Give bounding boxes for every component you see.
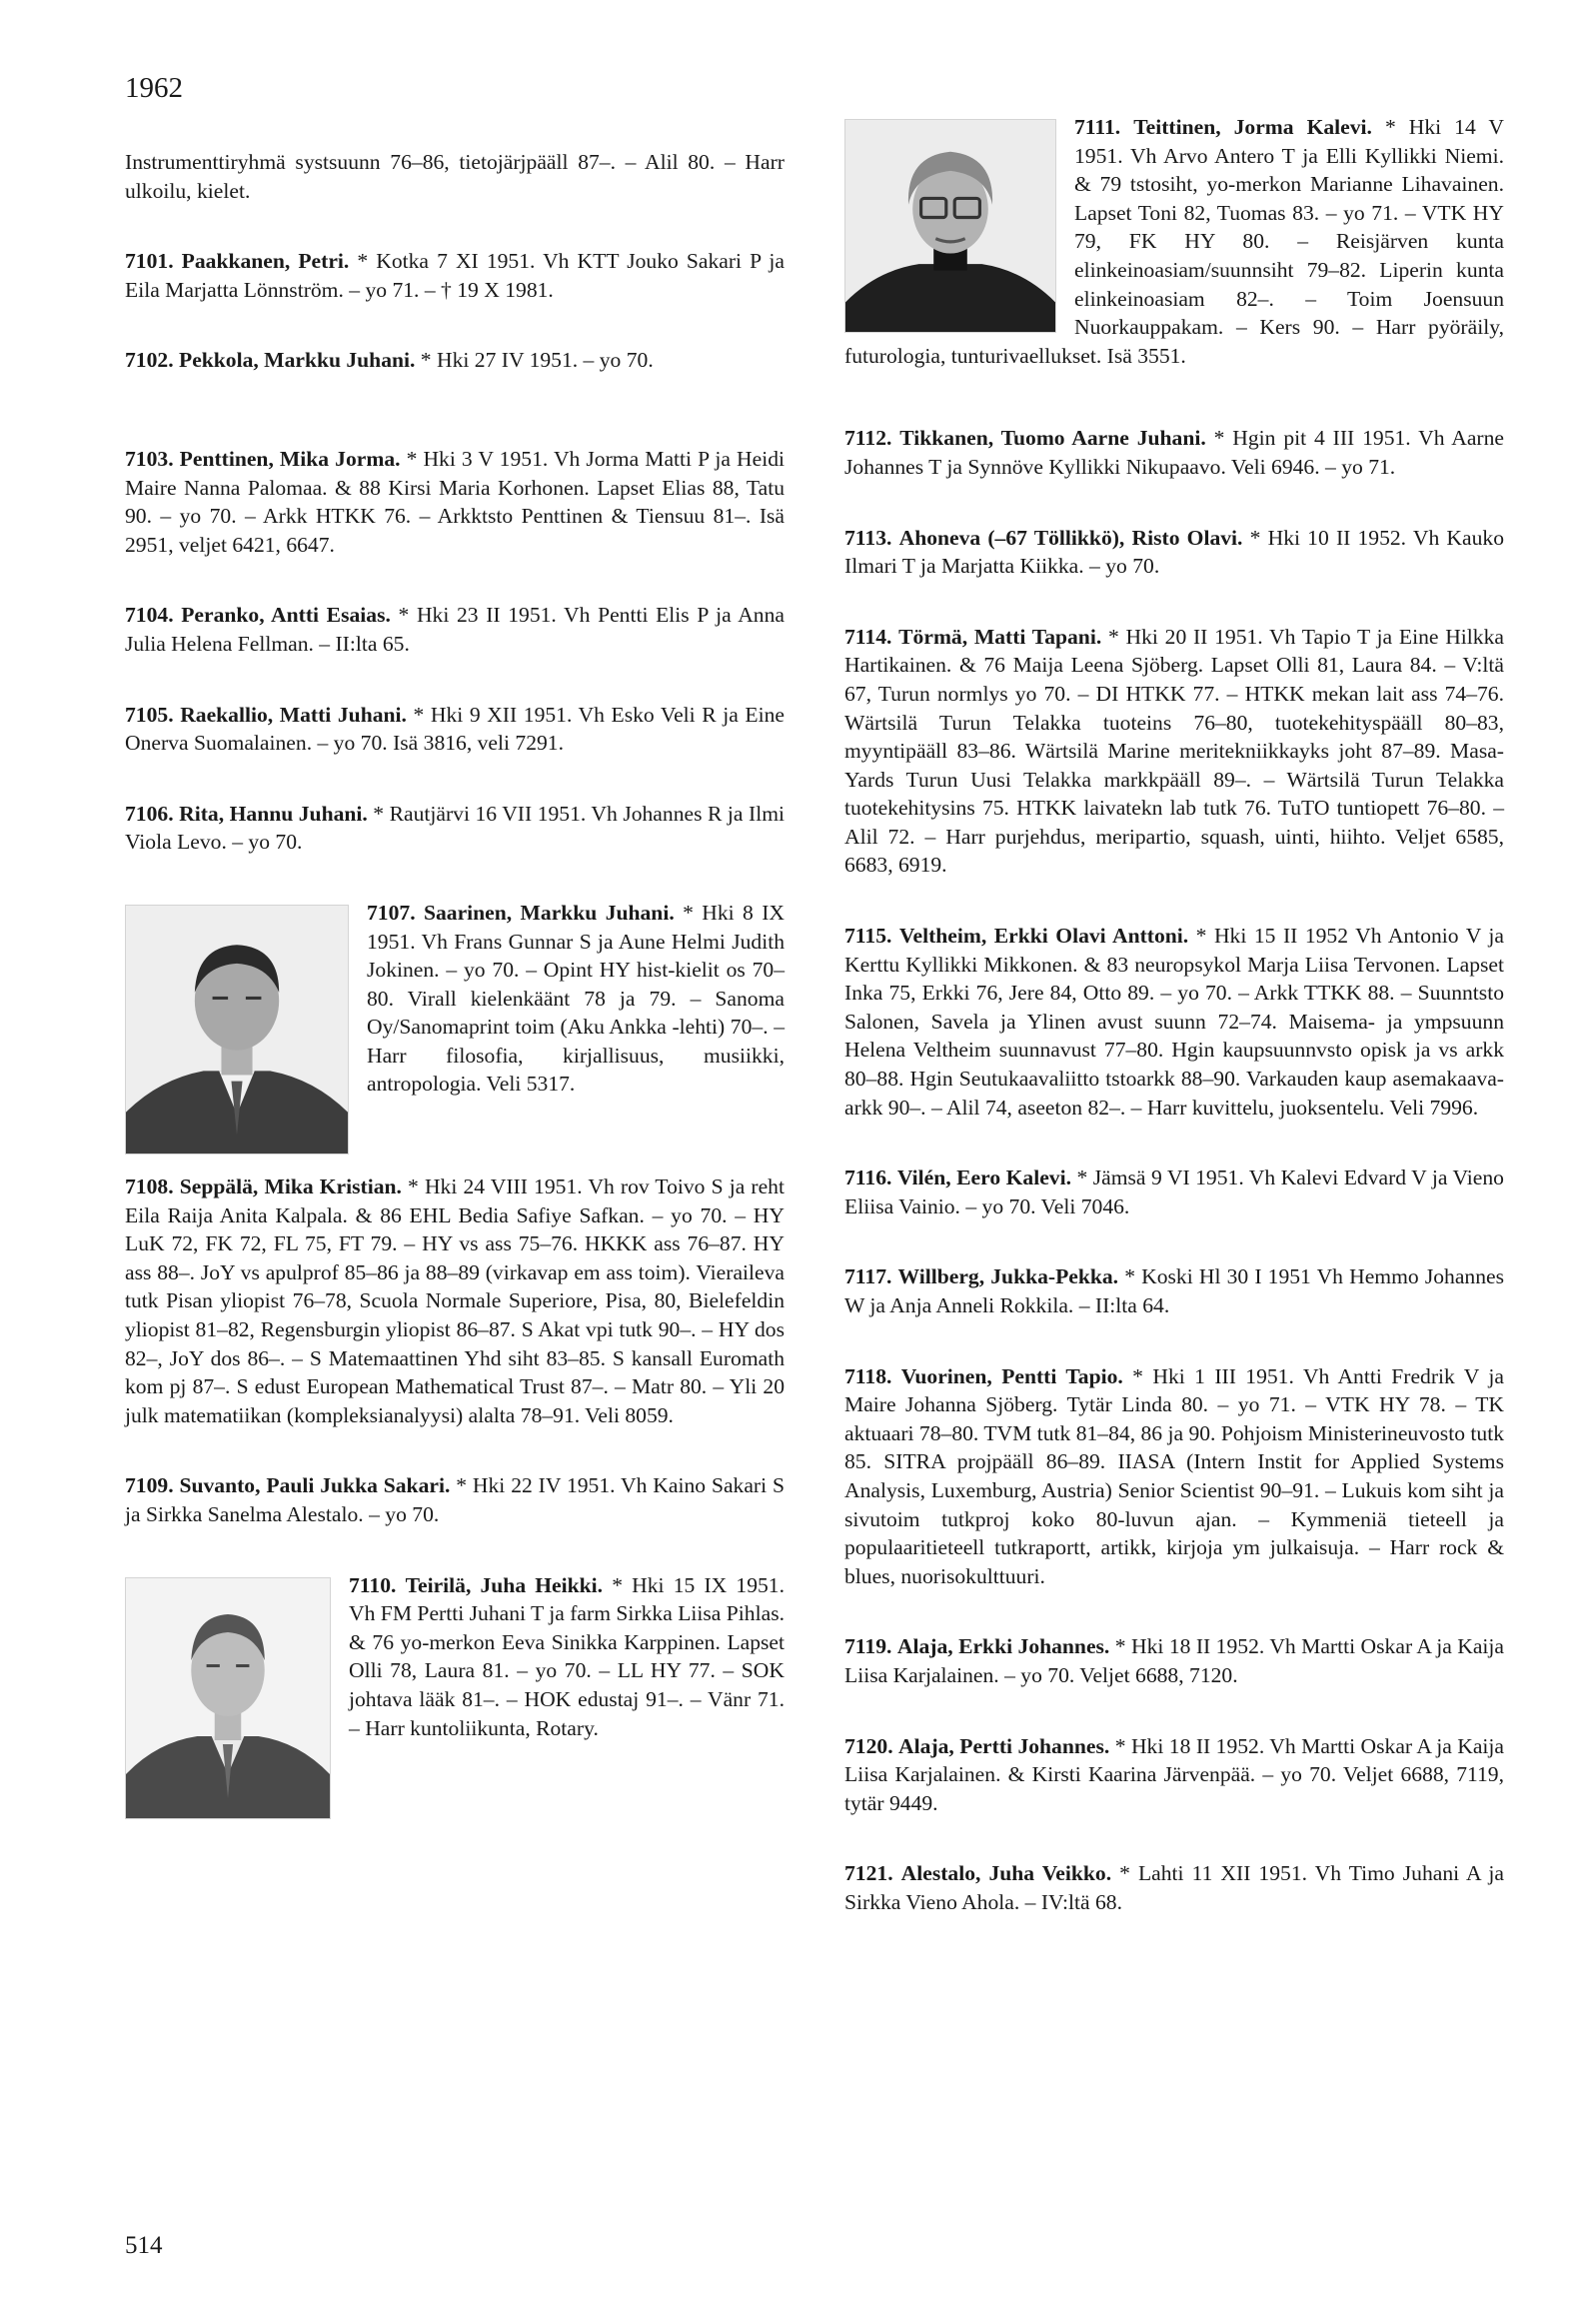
entry-7104 <box>125 601 785 658</box>
continued-entry-fragment: Instrumenttiryhmä systsuunn 76–86, tietojärjpääll 87–. – Alil 80. – Harr ulkoilu, kielet. <box>125 150 785 203</box>
entry-7118 <box>844 1362 1504 1591</box>
entry-7112 <box>844 424 1504 481</box>
entry-text: * Hki 8 IX 1951. Vh Frans Gunnar S ja Aune Helmi Judith Jokinen. – yo 70. – Opint HY hist-kielit os 70–80. Virall kielenkäänt 78 ja 79. – Sanoma Oy/Sanomaprint toim (Aku Ankka -lehti) 70–. – Harr filosofia, kirjallisuus, musiikki, antropologia. Veli 5317. <box>367 900 785 1097</box>
entry-name: Rita, Hannu Juhani. <box>179 801 368 826</box>
entry-name: Alaja, Erkki Johannes. <box>896 1634 1110 1659</box>
entry-name: Vilén, Eero Kalevi. <box>896 1165 1071 1190</box>
entry-name: Seppälä, Mika Kristian. <box>179 1174 402 1199</box>
entry-7107 <box>125 899 785 1099</box>
entry-text: * Kotka 7 XI 1951. Vh KTT Jouko Sakari P ja Eila Marjatta Lönnström. – yo 71. – † 19 X 1981. <box>125 249 785 302</box>
entry-number: 7109. <box>125 1473 174 1498</box>
portrait-photo-7110 <box>125 1577 331 1819</box>
entry-text: * Hki 15 II 1952 Vh Antonio V ja Kerttu Kyllikki Mikkonen. & 83 neuropsykol Marja Liisa Tervonen. Lapset Inka 75, Erkki 76, Jere 84, Otto 89. – yo 70. – Arkk TTKK 88. – Suunntsto Salonen, Savela ja Ylinen avust suunn 72–74. Maisema- ja ympsuunn Helena Veltheim suunnavust 77–80. Hgin kaupsuunnvsto opisk ja vs arkk 80–88. Hgin Seutukaavaliitto tstoarkk 88–90. Varkauden kaup asemakaava-arkk 90–. – Alil 74, aseeton 82–. – Harr kuvittelu, juoksentelu. Veli 7996. <box>844 924 1504 1120</box>
entry-name: Raekallio, Matti Juhani. <box>180 702 407 727</box>
entry-name: Alaja, Pertti Johannes. <box>898 1733 1110 1758</box>
entry-7115 <box>844 922 1504 1122</box>
entry-number: 7108. <box>125 1174 174 1199</box>
entry-name: Alestalo, Juha Veikko. <box>900 1861 1112 1886</box>
entry-7111 <box>844 105 1504 370</box>
entry-number: 7121. <box>844 1861 893 1886</box>
page-year-header: 1962 <box>125 72 183 104</box>
entry-number: 7105. <box>125 702 174 727</box>
portrait-image <box>126 1578 330 1818</box>
entry-7102 <box>125 346 785 375</box>
entry-name: Veltheim, Erkki Olavi Anttoni. <box>898 924 1189 949</box>
entry-name: Paakkanen, Petri. <box>181 249 350 274</box>
portrait-image <box>845 120 1055 332</box>
entry-7117 <box>844 1262 1504 1319</box>
entry-name: Penttinen, Mika Jorma. <box>179 446 401 471</box>
entry-7101 <box>125 247 785 304</box>
entry-text: * Jämsä 9 VI 1951. Vh Kalevi Edvard V ja Vieno Eliisa Vainio. – yo 70. Veli 7046. <box>844 1165 1504 1218</box>
entry-text: * Hki 15 IX 1951. Vh FM Pertti Juhani T ja farm Sirkka Liisa Pihlas. & 76 yo-merkon Eeva Sinikka Karppinen. Lapset Olli 78, Laura 81. – yo 70. – LL HY 77. – SOK johtava lääk 81–. – HOK edustaj 91–. – Vänr 71. – Harr kuntoliikunta, Rotary. <box>349 1572 785 1740</box>
entry-7121 <box>844 1859 1504 1916</box>
entry-text: * Lahti 11 XII 1951. Vh Timo Juhani A ja Sirkka Vieno Ahola. – IV:ltä 68. <box>844 1861 1504 1914</box>
portrait-photo-7107 <box>125 905 349 1155</box>
entry-name: Peranko, Antti Esaias. <box>181 603 391 628</box>
entry-number: 7111. <box>1074 115 1121 139</box>
entry-number: 7102. <box>125 348 174 373</box>
entry-number: 7120. <box>844 1733 893 1758</box>
left-column <box>125 148 785 1823</box>
entry-text: * Hki 3 V 1951. Vh Jorma Matti P ja Heidi Maire Nanna Palomaa. & 88 Kirsi Maria Korhonen. Lapset Elias 88, Tatu 90. – yo 70. – Arkk HTKK 76. – Arkktsto Penttinen & Tiensuu 81–. Isä 2951, veljet 6421, 6647. <box>125 446 785 557</box>
entry-name: Törmä, Matti Tapani. <box>898 624 1102 649</box>
entry-7109 <box>125 1471 785 1528</box>
entry-number: 7112. <box>844 426 892 451</box>
entry-7108 <box>125 1172 785 1429</box>
entry-text: * Hki 23 II 1951. Vh Pentti Elis P ja Anna Julia Helena Fellman. – II:lta 65. <box>125 603 785 656</box>
portrait-photo-7111 <box>844 119 1056 333</box>
entry-number: 7119. <box>844 1634 892 1659</box>
entry-number: 7117. <box>844 1264 892 1289</box>
entry-7105 <box>125 701 785 758</box>
entry-text: * Koski Hl 30 I 1951 Vh Hemmo Johannes W ja Anja Anneli Rokkila. – II:lta 64. <box>844 1264 1504 1317</box>
entry-7116 <box>844 1163 1504 1220</box>
entry-7106 <box>125 800 785 857</box>
entry-name: Teirilä, Juha Heikki. <box>405 1572 604 1597</box>
entry-number: 7106. <box>125 801 174 826</box>
entry-text: * Hki 22 IV 1951. Vh Kaino Sakari S ja Sirkka Sanelma Alestalo. – yo 70. <box>125 1473 786 1526</box>
entry-number: 7115. <box>844 924 892 949</box>
entry-text: * Hki 24 VIII 1951. Vh rov Toivo S ja reht Eila Raija Anita Kalpala. & 86 EHL Bedia Safiye Safkan. – yo 70. – HY LuK 72, FK 72, FL 75, FT 79. – HY vs ass 75–76. HKKK ass 76–87. HY ass 88–. JoY vs apulprof 85–86 ja 88–89 (virkavap em ass toim). Vieraileva tutk Pisan yliopist 76–78, Scuola Normale Superiore, Pisa, 80, Bielefeldin yliopist 81–82, Regensburgin yliopist 86–87. S Akat vpi tutk 90–. – HY dos 82–, JoY dos 86–. – S Matemaattinen Yhd siht 83–85. S kansall Euromath kom pj 87–. S edust European Mathematical Trust 87–. – Matr 80. – Yli 20 julk matematiikan (kompleksianalyysi) alalta 78–91. Veli 8059. <box>125 1174 785 1427</box>
entry-name: Tikkanen, Tuomo Aarne Juhani. <box>899 426 1206 451</box>
entry-text: * Hgin pit 4 III 1951. Vh Aarne Johannes T ja Synnöve Kyllikki Nikupaavo. Veli 6946. – yo 71. <box>844 426 1505 479</box>
entry-number: 7110. <box>349 1572 397 1597</box>
entry-name: Suvanto, Pauli Jukka Sakari. <box>179 1473 451 1498</box>
entry-number: 7104. <box>125 603 174 628</box>
entry-number: 7114. <box>844 624 892 649</box>
entry-text: * Hki 14 V 1951. Vh Arvo Antero T ja Elli Kyllikki Niemi. & 79 tstosiht, yo-merkon Marianne Lihavainen. Lapset Toni 82, Tuomas 83. – yo 71. – VTK HY 79, FK HY 80. – Reisjärven kunta elinkeinoasiam/suunnsiht 79–82. Liperin kunta elinkeinoasiam 82–. – Toim Joensuun Nuorkauppakam. – Kers 90. – Harr pyöräily, futurologia, tunturivaellukset. Isä 3551. <box>844 115 1504 368</box>
portrait-image <box>126 906 348 1154</box>
entry-7120 <box>844 1732 1504 1818</box>
entry-text: * Hki 18 II 1952. Vh Martti Oskar A ja Kaija Liisa Karjalainen. – yo 70. Veljet 6688, 7120. <box>844 1634 1505 1687</box>
entry-number: 7103. <box>125 446 174 471</box>
entry-name: Pekkola, Markku Juhani. <box>179 348 416 373</box>
entry-7114 <box>844 623 1504 880</box>
entry-text: * Hki 9 XII 1951. Vh Esko Veli R ja Eine Onerva Suomalainen. – yo 70. Isä 3816, veli 7291. <box>125 702 785 756</box>
entry-number: 7113. <box>844 525 892 550</box>
entry-name: Willberg, Jukka-Pekka. <box>897 1264 1119 1289</box>
entry-text: * Hki 27 IV 1951. – yo 70. <box>415 348 654 373</box>
entry-text: * Hki 1 III 1951. Vh Antti Fredrik V ja Maire Johanna Sjöberg. Tytär Linda 80. – yo 71. – VTK HY 78. – TK aktuaari 78–80. TVM tutk 81–84, 86 ja 90. Pohjoism Ministerineuvosto tutk 85. SITRA projpääll 86–89. IIASA (Intern Instit for Applied Systems Analysis, Luxemburg, Austria) Senior Scientist 90–91. – Lukuis kom siht ja sivutoim tutkproj koko 80-luvun ajan. – Kymmeniä tieteell ja populaaritieteell tutkraportt, artikk, kirjoja ym julkaisuja. – Harr rock & blues, nuorisokulttuuri. <box>844 1363 1504 1588</box>
page-number: 514 <box>125 2232 163 2259</box>
entry-7113 <box>844 524 1504 581</box>
entry-name: Teittinen, Jorma Kalevi. <box>1133 115 1372 139</box>
entry-name: Vuorinen, Pentti Tapio. <box>900 1363 1123 1388</box>
entry-text: * Rautjärvi 16 VII 1951. Vh Johannes R ja Ilmi Viola Levo. – yo 70. <box>125 801 785 855</box>
entry-text: * Hki 18 II 1952. Vh Martti Oskar A ja Kaija Liisa Karjalainen. & Kirsti Kaarina Järvenpää. – yo 70. Veljet 6688, 7119, tytär 9449. <box>844 1733 1505 1815</box>
entry-number: 7116. <box>844 1165 892 1190</box>
entry-7103 <box>125 445 785 559</box>
entry-number: 7107. <box>367 900 416 925</box>
entry-text: * Hki 10 II 1952. Vh Kauko Ilmari T ja Marjatta Kiikka. – yo 70. <box>844 525 1505 579</box>
entry-text: * Hki 20 II 1951. Vh Tapio T ja Eine Hilkka Hartikainen. & 76 Maija Leena Sjöberg. Lapset Olli 81, Laura 84. – V:ltä 67, Turun normlys yo 70. – DI HTKK 77. – HTKK mekan lait ass 74–76. Wärtsilä Turun Telakka tuoteins 76–80, tuotekehityspääll 80–83, myyntipääll 83–86. Wärtsilä Marine meritekniikkayks joht 87–89. Masa-Yards Turun Uusi Telakka markkpääll 89–. – Wärtsilä Turun Telakka tuotekehitysins 75. HTKK laivatekn lab tutk 76. TuTO tuntiopett 76–80. – Alil 72. – Harr purjehdus, meripartio, squash, uinti, hiihto. Veljet 6585, 6683, 6919. <box>844 624 1504 878</box>
entry-number: 7118. <box>844 1363 892 1388</box>
entry-name: Saarinen, Markku Juhani. <box>423 900 675 925</box>
entry-number: 7101. <box>125 249 174 274</box>
entry-7110 <box>125 1571 785 1743</box>
right-column <box>844 105 1504 1917</box>
entry-7119 <box>844 1632 1504 1689</box>
entry-name: Ahoneva (–67 Töllikkö), Risto Olavi. <box>898 525 1243 550</box>
